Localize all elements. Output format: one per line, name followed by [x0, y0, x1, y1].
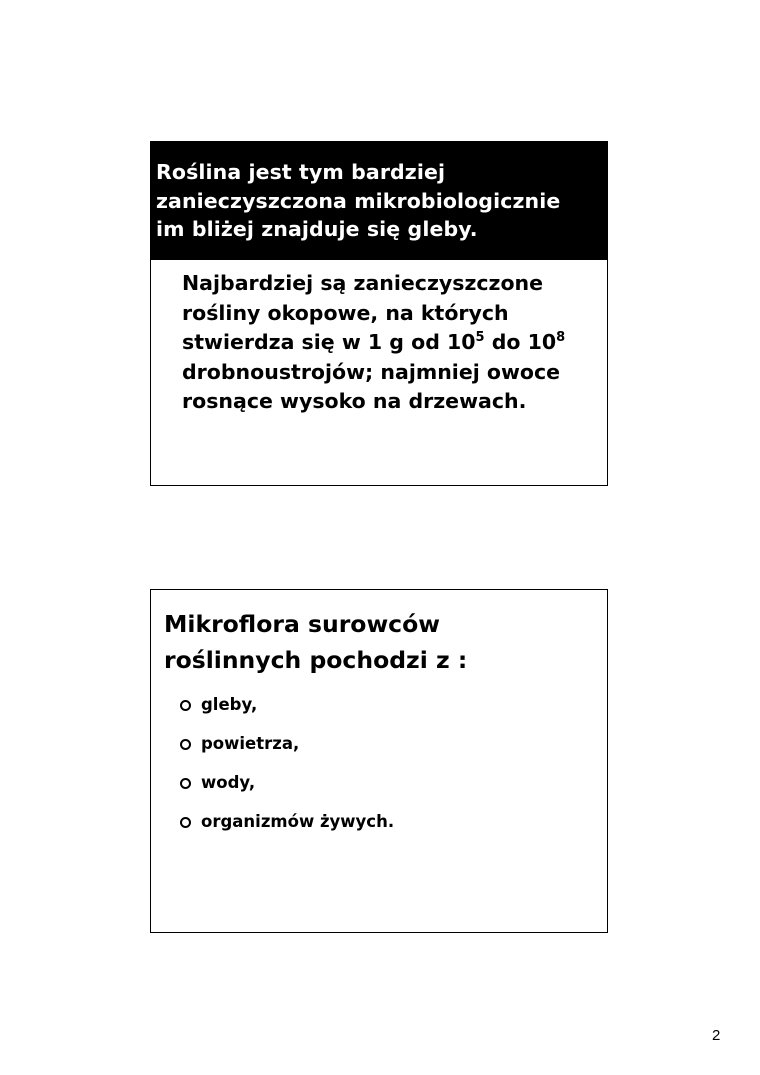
slide-1-title-line: im bliżej znajduje się gleby.: [156, 217, 478, 241]
exponent: 5: [475, 330, 485, 345]
hollow-circle-bullet-icon: [180, 778, 191, 789]
list-item-label: organizmów żywych.: [201, 812, 395, 831]
slide-2-title-line: Mikroflora surowców: [164, 610, 440, 638]
hollow-circle-bullet-icon: [180, 817, 191, 828]
list-item-label: powietrza,: [201, 734, 300, 753]
slide-1-title-line: zanieczyszczona mikrobiologicznie: [156, 188, 561, 213]
list-item: [180, 695, 607, 734]
list-item: [180, 812, 607, 851]
slide-1-title-line: Roślina jest tym bardziej: [156, 160, 446, 184]
body-text-fragment: do 10: [484, 330, 557, 354]
slide-2: [150, 589, 608, 933]
slide-1-body-line: rosnące wysoko na drzewach.: [182, 389, 527, 413]
list-item: [180, 773, 607, 812]
hollow-circle-bullet-icon: [180, 700, 191, 711]
bullet-list: [151, 695, 607, 851]
slide-1-body: [151, 260, 607, 417]
list-item-label: gleby,: [201, 695, 258, 714]
body-text-fragment: stwierdza się w 1 g od 10: [182, 330, 476, 354]
slide-1: [150, 141, 608, 486]
slide-2-title-line: roślinnych pochodzi z :: [164, 646, 468, 674]
slide-1-body-line: drobnoustrojów; najmniej owoce: [182, 359, 561, 384]
slide-1-body-line: rośliny okopowe, na których: [182, 300, 509, 325]
list-item-label: wody,: [201, 773, 256, 792]
page-number: 2: [712, 1027, 721, 1044]
slide-2-title: [151, 590, 607, 678]
slide-1-body-line: Najbardziej są zanieczyszczone: [182, 271, 544, 295]
slide-1-title: [151, 142, 607, 260]
list-item: [180, 734, 607, 773]
slide-1-body-line: [182, 328, 607, 358]
exponent: 8: [556, 330, 566, 345]
hollow-circle-bullet-icon: [180, 739, 191, 750]
